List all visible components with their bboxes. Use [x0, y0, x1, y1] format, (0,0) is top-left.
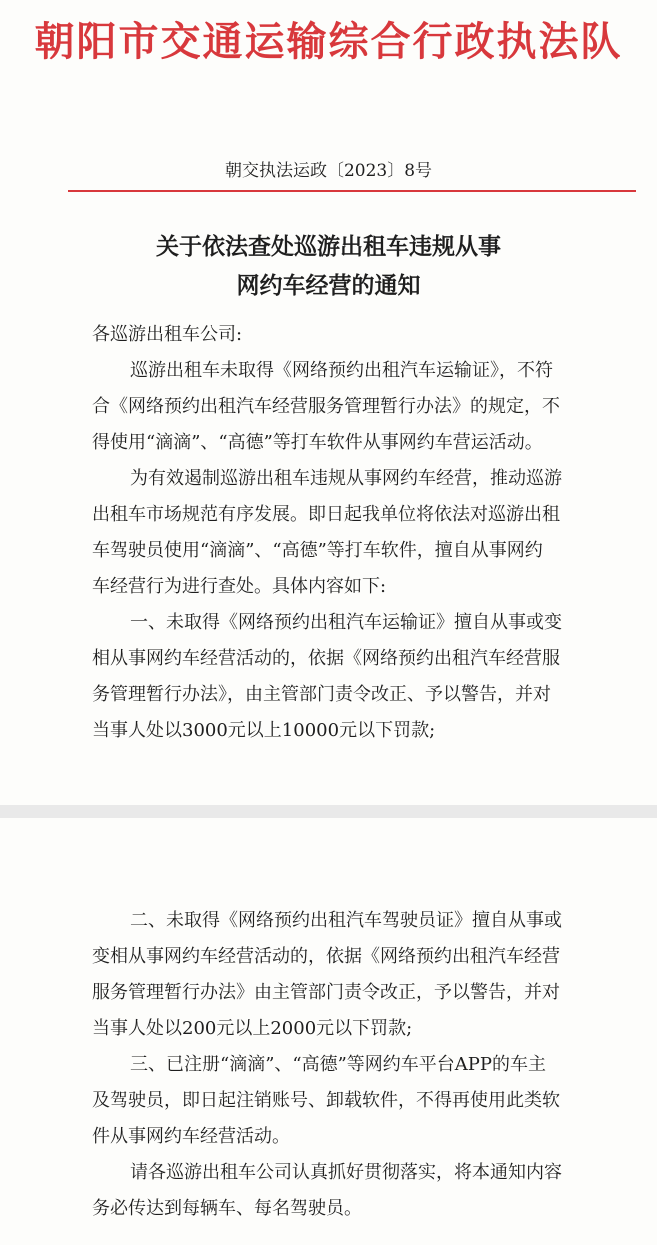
body-line: 二、未取得《网络预约出租汽车驾驶员证》擅自从事或 [130, 910, 562, 931]
body-line: 及驾驶员，即日起注销账号、卸载软件，不得再使用此类软 [92, 1090, 560, 1111]
org-letterhead: 朝阳市交通运输综合行政执法队 [34, 19, 623, 65]
document-title-line-2: 网约车经营的通知 [236, 272, 421, 299]
body-line: 为有效遏制巡游出租车违规从事网约车经营，推动巡游 [130, 468, 562, 489]
page-gap [0, 805, 657, 818]
document-number: 朝交执法运政〔2023〕8号 [224, 161, 433, 181]
body-line: 变相从事网约车经营活动的，依据《网络预约出租汽车经营 [92, 946, 560, 967]
body-line: 服务管理暂行办法》由主管部门责令改正，予以警告，并对 [92, 982, 560, 1003]
body-line: 三、已注册“滴滴”、“高德”等网约车平台APP的车主 [130, 1054, 547, 1075]
body-line: 务管理暂行办法》，由主管部门责令改正、予以警告，并对 [92, 684, 551, 705]
body-line: 当事人处以200元以上2000元以下罚款; [92, 1018, 413, 1039]
body-line: 车经营行为进行查处。具体内容如下: [92, 576, 387, 597]
document-page-2 [0, 818, 657, 1245]
body-line: 务必传达到每辆车、每名驾驶员。 [92, 1198, 362, 1219]
body-line: 一、未取得《网络预约出租汽车运输证》擅自从事或变 [130, 612, 562, 633]
body-line: 合《网络预约出租汽车经营服务管理暂行办法》的规定，不 [92, 396, 560, 417]
body-line: 相从事网约车经营活动的，依据《网络预约出租汽车经营服 [92, 648, 560, 669]
salutation: 各巡游出租车公司: [92, 324, 243, 345]
red-divider-line [68, 190, 636, 192]
body-line: 巡游出租车未取得《网络预约出租汽车运输证》，不符 [130, 360, 553, 381]
body-line: 得使用“滴滴”、“高德”等打车软件从事网约车营运活动。 [92, 432, 543, 453]
body-line: 当事人处以3000元以上10000元以下罚款; [92, 720, 436, 741]
document-title-line-1: 关于依法查处巡游出租车违规从事 [156, 233, 501, 260]
body-line: 车驾驶员使用“滴滴”、“高德”等打车软件，擅自从事网约 [92, 540, 543, 561]
body-line: 件从事网约车经营活动。 [92, 1126, 290, 1147]
body-line: 请各巡游出租车公司认真抓好贯彻落实，将本通知内容 [130, 1162, 562, 1183]
body-line: 出租车市场规范有序发展。即日起我单位将依法对巡游出租 [92, 504, 560, 525]
